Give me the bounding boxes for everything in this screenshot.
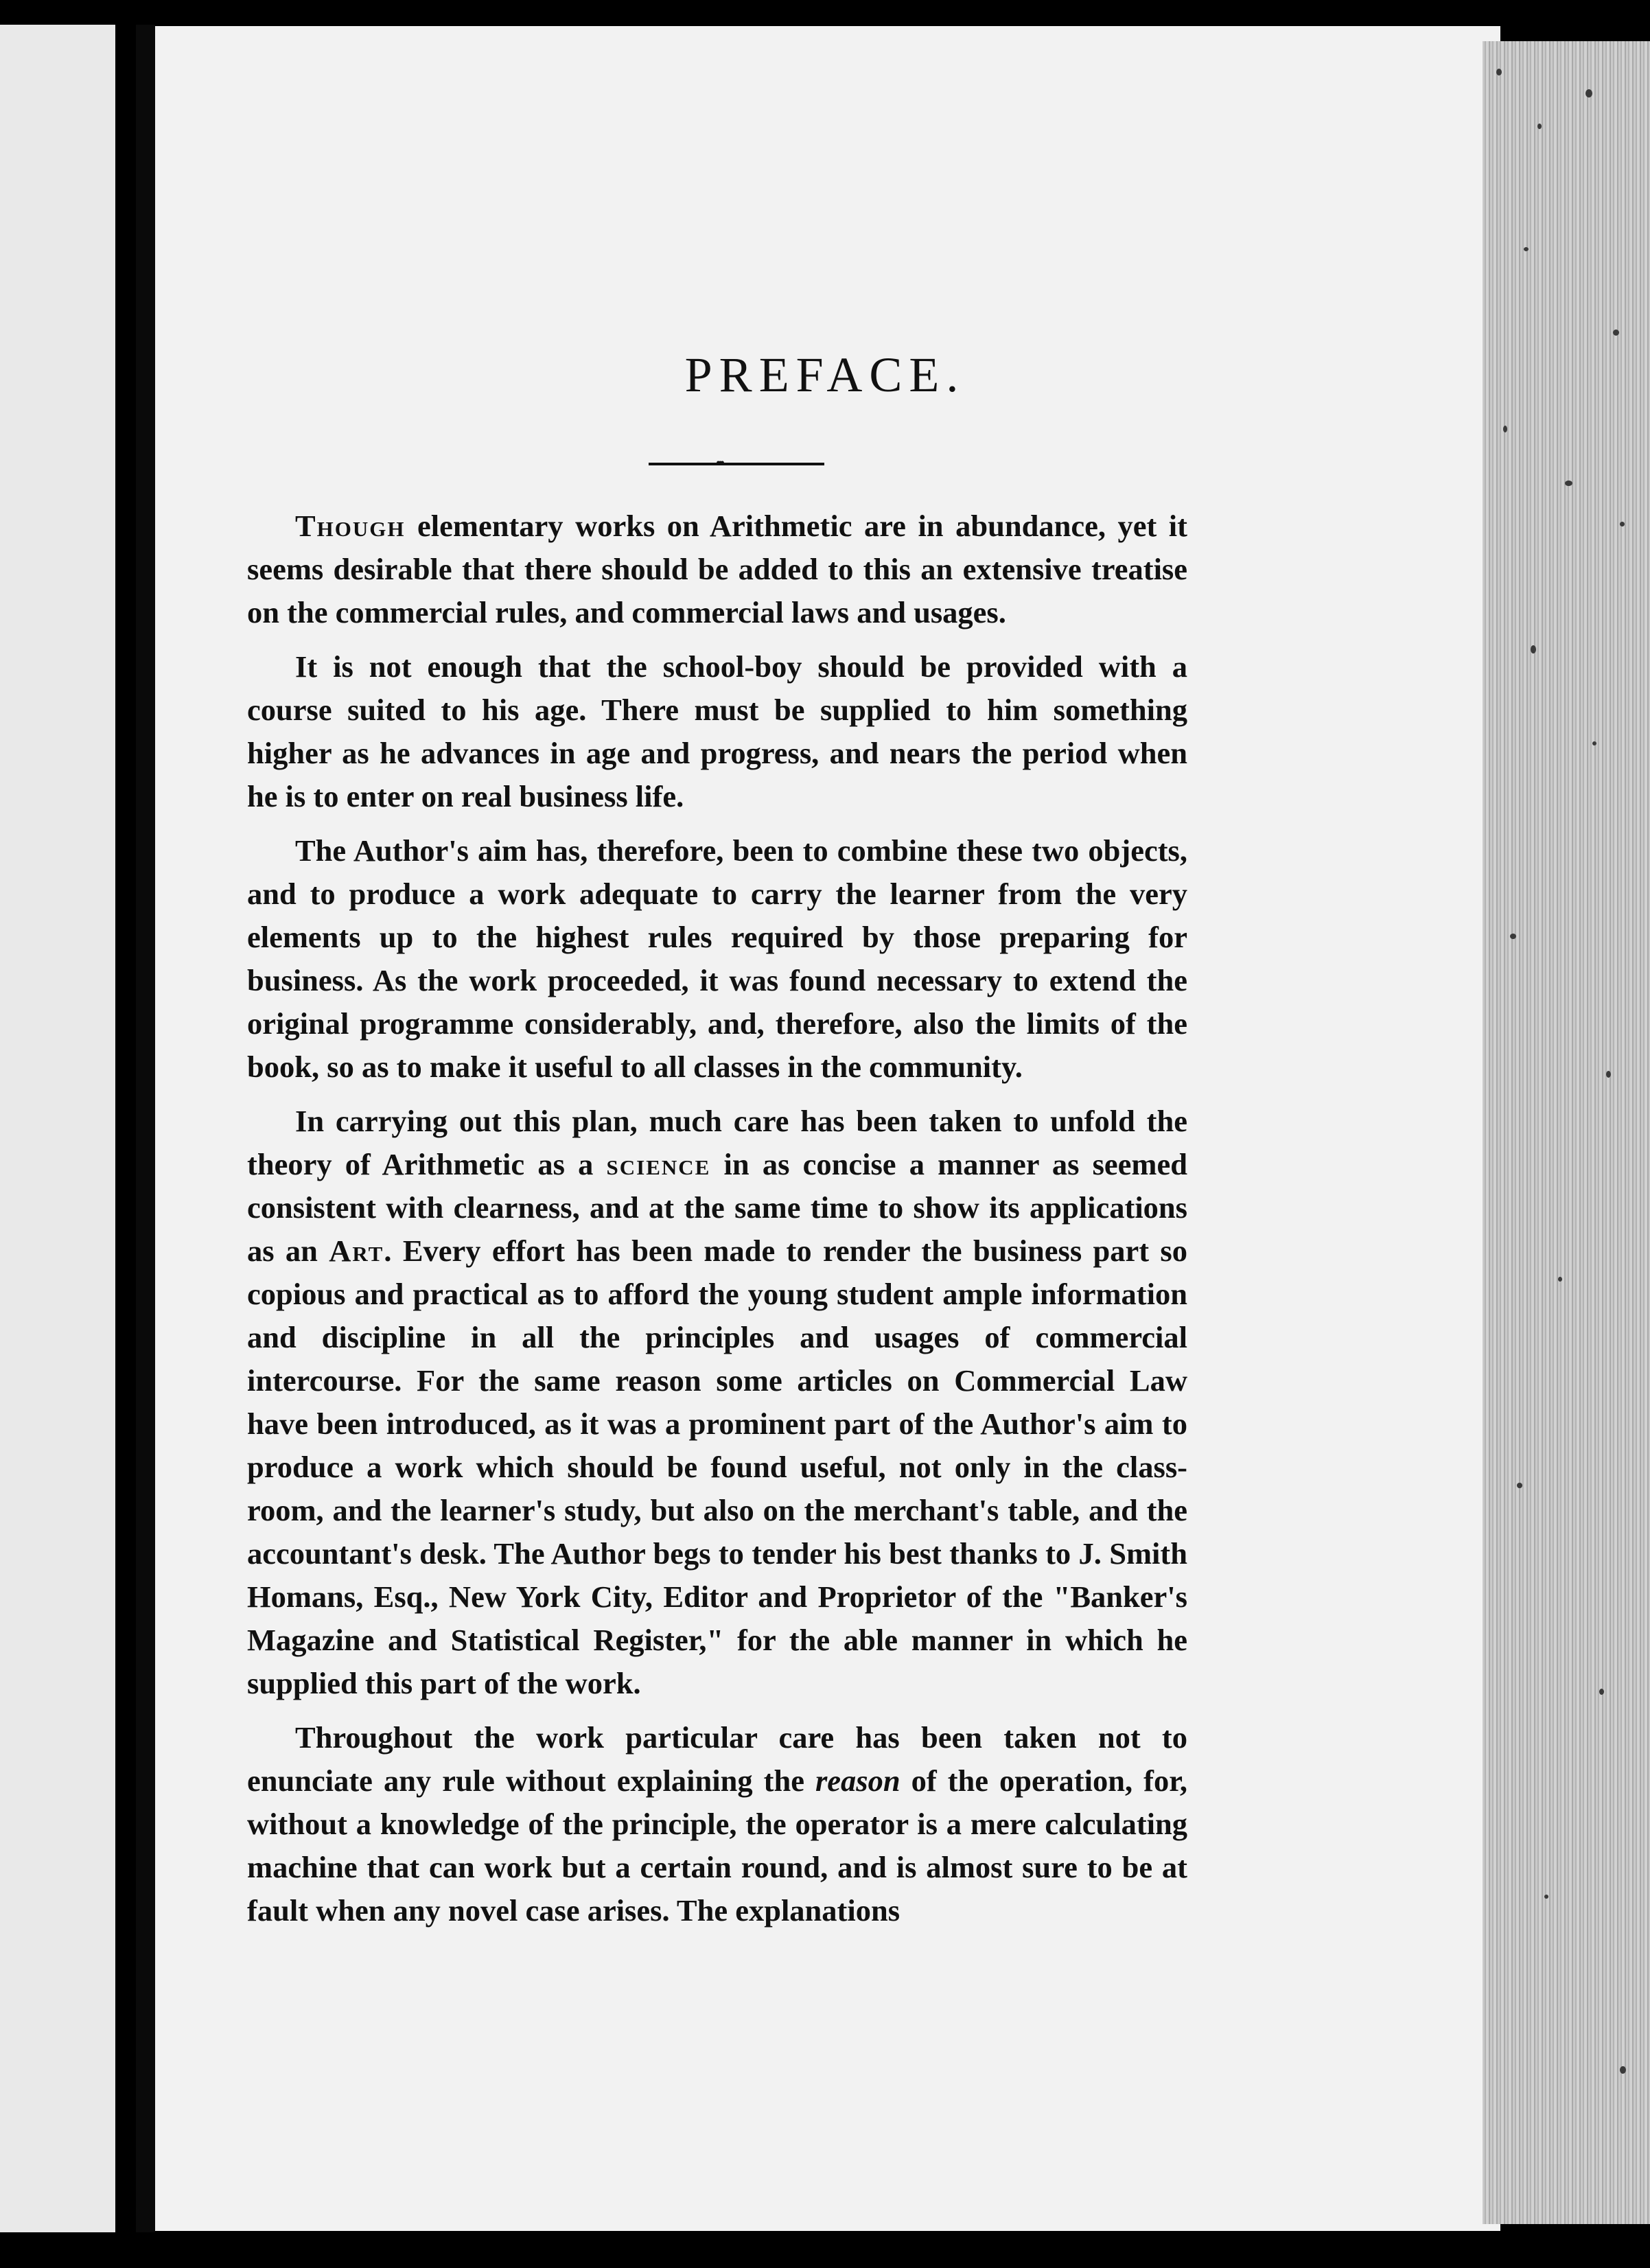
paragraph-1 xyxy=(247,505,1187,634)
paragraph-3 xyxy=(247,829,1187,1089)
science-word: science xyxy=(606,1147,711,1181)
art-word: Art xyxy=(329,1234,384,1268)
paragraph-text: It is not enough that the school-boy should be provided with a course suited to his age. There must be supplied to him something higher as he advances in age and progress, and nears the period when he is to enter on real business life. xyxy=(247,649,1187,813)
ornament-dots xyxy=(716,458,764,469)
paragraph-4 xyxy=(247,1100,1187,1705)
paragraph-text: . Every effort has been made to render the business part so copious and practical as to afford the young student ample information and discipline in all the principles and usages of commercial intercourse. For the same reason some articles on Commercial Law have been introduced, as it was a prominent part of the Author's aim to produce a work which should be found useful, not only in the class-room, and the learner's study, but also on the merchant's table, and the accountant's desk. The Author begs to tender his best thanks to J. Smith Homans, Esq., New York City, Editor and Proprietor of the "Banker's Magazine and Statistical Register," for the able manner in which he supplied this part of the work. xyxy=(247,1234,1187,1700)
paragraph-text: In carrying out this plan, much care has been taken to unfold the theory of Arithmetic as a xyxy=(247,1104,1187,1181)
paragraph-text: Throughout the work particular care has been taken not to enunciate any rule without explaining the xyxy=(247,1720,1187,1798)
paragraph-text: in as concise a manner as seemed consistent with clearness, and at the same time to show its applications as an xyxy=(247,1147,1187,1268)
page-title: PREFACE. xyxy=(684,347,966,402)
reason-word: reason xyxy=(815,1763,900,1798)
preface-body xyxy=(247,505,1187,1943)
title-ornament-rule xyxy=(649,456,824,472)
paragraph-text: of the operation, for, without a knowledge of the principle, the operator is a mere calculating machine that can work but a certain round, and is almost sure to be at fault when any novel case arises. The explanations xyxy=(247,1763,1187,1928)
ornament-glyphs: ••• xyxy=(716,456,723,471)
lead-word: Though xyxy=(295,509,406,543)
paragraph-2 xyxy=(247,645,1187,818)
paragraph-5 xyxy=(247,1716,1187,1932)
paragraph-text: elementary works on Arithmetic are in abundance, yet it seems desirable that there should be added to this an extensive treatise on the commercial rules, and commercial laws and usages. xyxy=(247,509,1187,629)
paragraph-text: The Author's aim has, therefore, been to combine these two objects, and to produce a work adequate to carry the learner from the very elements up to the highest rules required by those preparing for business. As the work proceeded, it was found necessary to extend the original programme considerably, and, therefore, also the limits of the book, so as to make it useful to all classes in the community. xyxy=(247,833,1187,1084)
